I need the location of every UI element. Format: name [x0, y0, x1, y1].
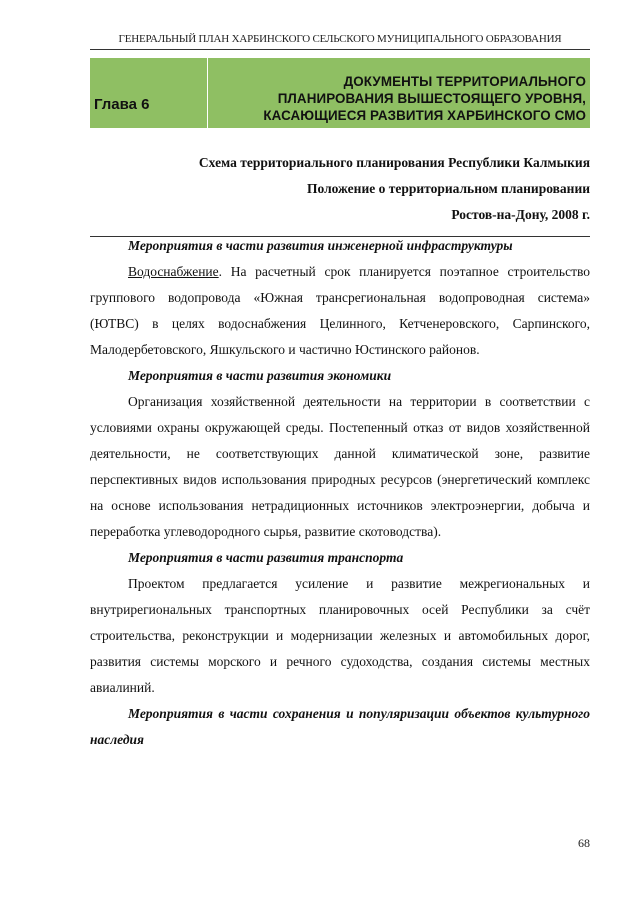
chapter-band — [90, 58, 590, 128]
section-heading: Мероприятия в части развития инженерной инфраструктуры — [128, 238, 513, 253]
paragraph-transport: Проектом предлагается усиление и развитие межрегиональных и внутрирегиональных транспортных планировочных осей Республики за счёт строительства, реконструкции и модернизации железных и автомобильных дорог, развития системы морского и речного судоходства, создания системы местных авиалиний. — [90, 576, 590, 695]
chapter-title-line: ПЛАНИРОВАНИЯ ВЫШЕСТОЯЩЕГО УРОВНЯ, — [277, 91, 586, 106]
body-text — [90, 233, 590, 753]
chapter-title-line: ДОКУМЕНТЫ ТЕРРИТОРИАЛЬНОГО — [343, 74, 586, 89]
page-number: 68 — [578, 836, 590, 850]
section-heading: Мероприятия в части развития транспорта — [128, 550, 404, 565]
source-part-title: Положение о территориальном планировании — [307, 181, 590, 196]
section-heading: Мероприятия в части развития экономики — [128, 368, 392, 383]
chapter-title-line: КАСАЮЩИЕСЯ РАЗВИТИЯ ХАРБИНСКОГО СМО — [263, 108, 586, 123]
source-place-date: Ростов-на-Дону, 2008 г. — [451, 207, 590, 222]
paragraph-water-supply — [90, 259, 590, 363]
source-reference — [90, 150, 590, 237]
section-heading: Мероприятия в части сохранения и популяризации объектов культурного наследия — [90, 706, 590, 747]
paragraph-lead-term: Водоснабжение — [128, 264, 219, 279]
running-header: ГЕНЕРАЛЬНЫЙ ПЛАН ХАРБИНСКОГО СЕЛЬСКОГО МУНИЦИПАЛЬНОГО ОБРАЗОВАНИЯ — [90, 33, 590, 50]
chapter-label: Глава 6 — [94, 95, 150, 113]
source-document-title: Схема территориального планирования Республики Калмыкия — [198, 155, 590, 170]
chapter-title — [207, 58, 590, 128]
paragraph-text: . На расчетный срок планируется поэтапное строительство группового водопровода «Южная трансрегиональная водопроводная система» (ЮТВС) в целях водоснабжения Целинного, Кетченеровского, Сарпинского, Малодербетовского, Яшкульского и частично Юстинского районов. — [90, 264, 590, 357]
paragraph-economy: Организация хозяйственной деятельности на территории в соответствии с условиями охраны окружающей среды. Постепенный отказ от видов хозяйственной деятельности, не соответствующих данной климатической зоне, развитие перспективных видов использования природных ресурсов (энергетический комплекс на основе использования нетрадиционных источников электроэнергии, добыча и переработка углеводородного сырья, развитие скотоводства). — [90, 394, 590, 539]
